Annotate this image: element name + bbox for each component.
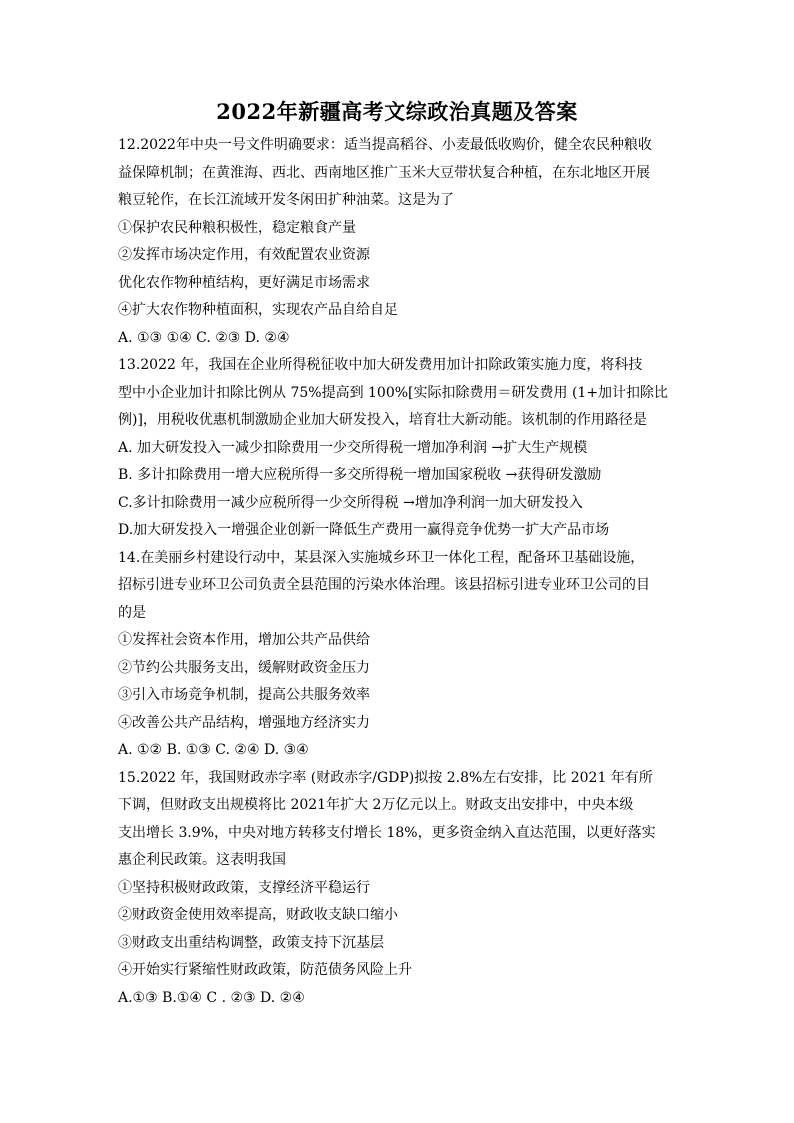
text-line: ④开始实行紧缩性财政政策，防范债务风险上升 xyxy=(118,962,412,978)
text-line: 13.2022 年，我国在企业所得税征收中加大研发费用加计扣除政策实施力度，将科技 xyxy=(118,357,643,373)
text-line: A. ①③ ①④ C. ②③ D. ②④ xyxy=(118,329,290,346)
text-line: A. ①② B. ①③ C. ②④ D. ③④ xyxy=(118,742,309,758)
text-line: ①发挥社会资本作用，增加公共产品供给 xyxy=(118,632,370,648)
text-line: 益保障机制；在黄淮海、西北、西南地区推广玉米大豆带状复合种植，在东北地区开展 xyxy=(118,164,650,181)
text-line: ②财政资金使用效率提高，财政收支缺口缩小 xyxy=(118,907,398,923)
text-line: 12.2022年中央一号文件明确要求：适当提高稻谷、小麦最低收购价，健全农民种粮收 xyxy=(118,137,652,153)
text-line: 惠企利民政策。这表明我国 xyxy=(118,852,286,868)
text-line: ③引入市场竞争机制，提高公共服务效率 xyxy=(118,687,370,703)
text-line: 例)]，用税收优惠机制激励企业加大研发投入，培育壮大新动能。该机制的作用路径是 xyxy=(118,412,647,428)
text-line: A. 加大研发投入一减少扣除费用一少交所得税一增加净利润 →扩大生产规模 xyxy=(118,439,588,456)
text-line: 粮豆轮作，在长江流域开发冬闲田扩种油菜。这是为了 xyxy=(118,192,454,208)
text-line: 的是 xyxy=(118,604,146,621)
text-line: ④扩大农作物种植面积，实现农产品自给自足 xyxy=(118,302,398,318)
text-line: 型中小企业加计扣除比例从 75%提高到 100%[实际扣除费用＝研发费用 (1+加计扣除比 xyxy=(118,384,669,401)
text-line: D.加大研发投入一增强企业创新一降低生产费用一赢得竞争优势一扩大产品市场 xyxy=(118,522,610,538)
text-line: ③财政支出重结构调整，政策支持下沉基层 xyxy=(118,934,384,951)
text-line: ①坚持积极财政政策，支撑经济平稳运行 xyxy=(118,879,370,896)
text-line: A.①③ B.①④ C . ②③ D. ②④ xyxy=(118,989,305,1006)
text-line: C.多计扣除费用一减少应税所得一少交所得税 →增加净利润一加大研发投入 xyxy=(118,494,583,511)
text-line: ②节约公共服务支出，缓解财政资金压力 xyxy=(118,659,370,676)
text-line: 支出增长 3.9%，中央对地方转移支付增长 18%，更多资金纳入直达范围，以更好落实 xyxy=(118,824,656,841)
text-line: 优化农作物种植结构，更好满足市场需求 xyxy=(118,274,370,291)
text-line: ④改善公共产品结构，增强地方经济实力 xyxy=(118,714,370,731)
text-line: 招标引进专业环卫公司负责全县范围的污染水体治理。该县招标引进专业环卫公司的目 xyxy=(118,577,650,593)
text-line: B. 多计扣除费用一增大应税所得一多交所得税一增加国家税收 →获得研发激励 xyxy=(118,467,602,483)
text-line: ①保护农民种粮积极性，稳定粮食产量 xyxy=(118,219,356,236)
text-line: 14.在美丽乡村建设行动中，某县深入实施城乡环卫一体化工程，配备环卫基础设施， xyxy=(118,549,645,566)
document-body xyxy=(118,132,680,1012)
text-line: 15.2022 年，我国财政赤字率 (财政赤字/GDP)拟按 2.8%左右安排，比 2021 年有所 xyxy=(118,769,653,786)
document-title: 2022年新疆高考文综政治真题及答案 xyxy=(216,99,578,124)
text-line: 下调，但财政支出规模将比 2021年扩大 2万亿元以上。财政支出安排中，中央本级 xyxy=(118,797,634,813)
text-line: ②发挥市场决定作用，有效配置农业资源 xyxy=(118,247,370,263)
